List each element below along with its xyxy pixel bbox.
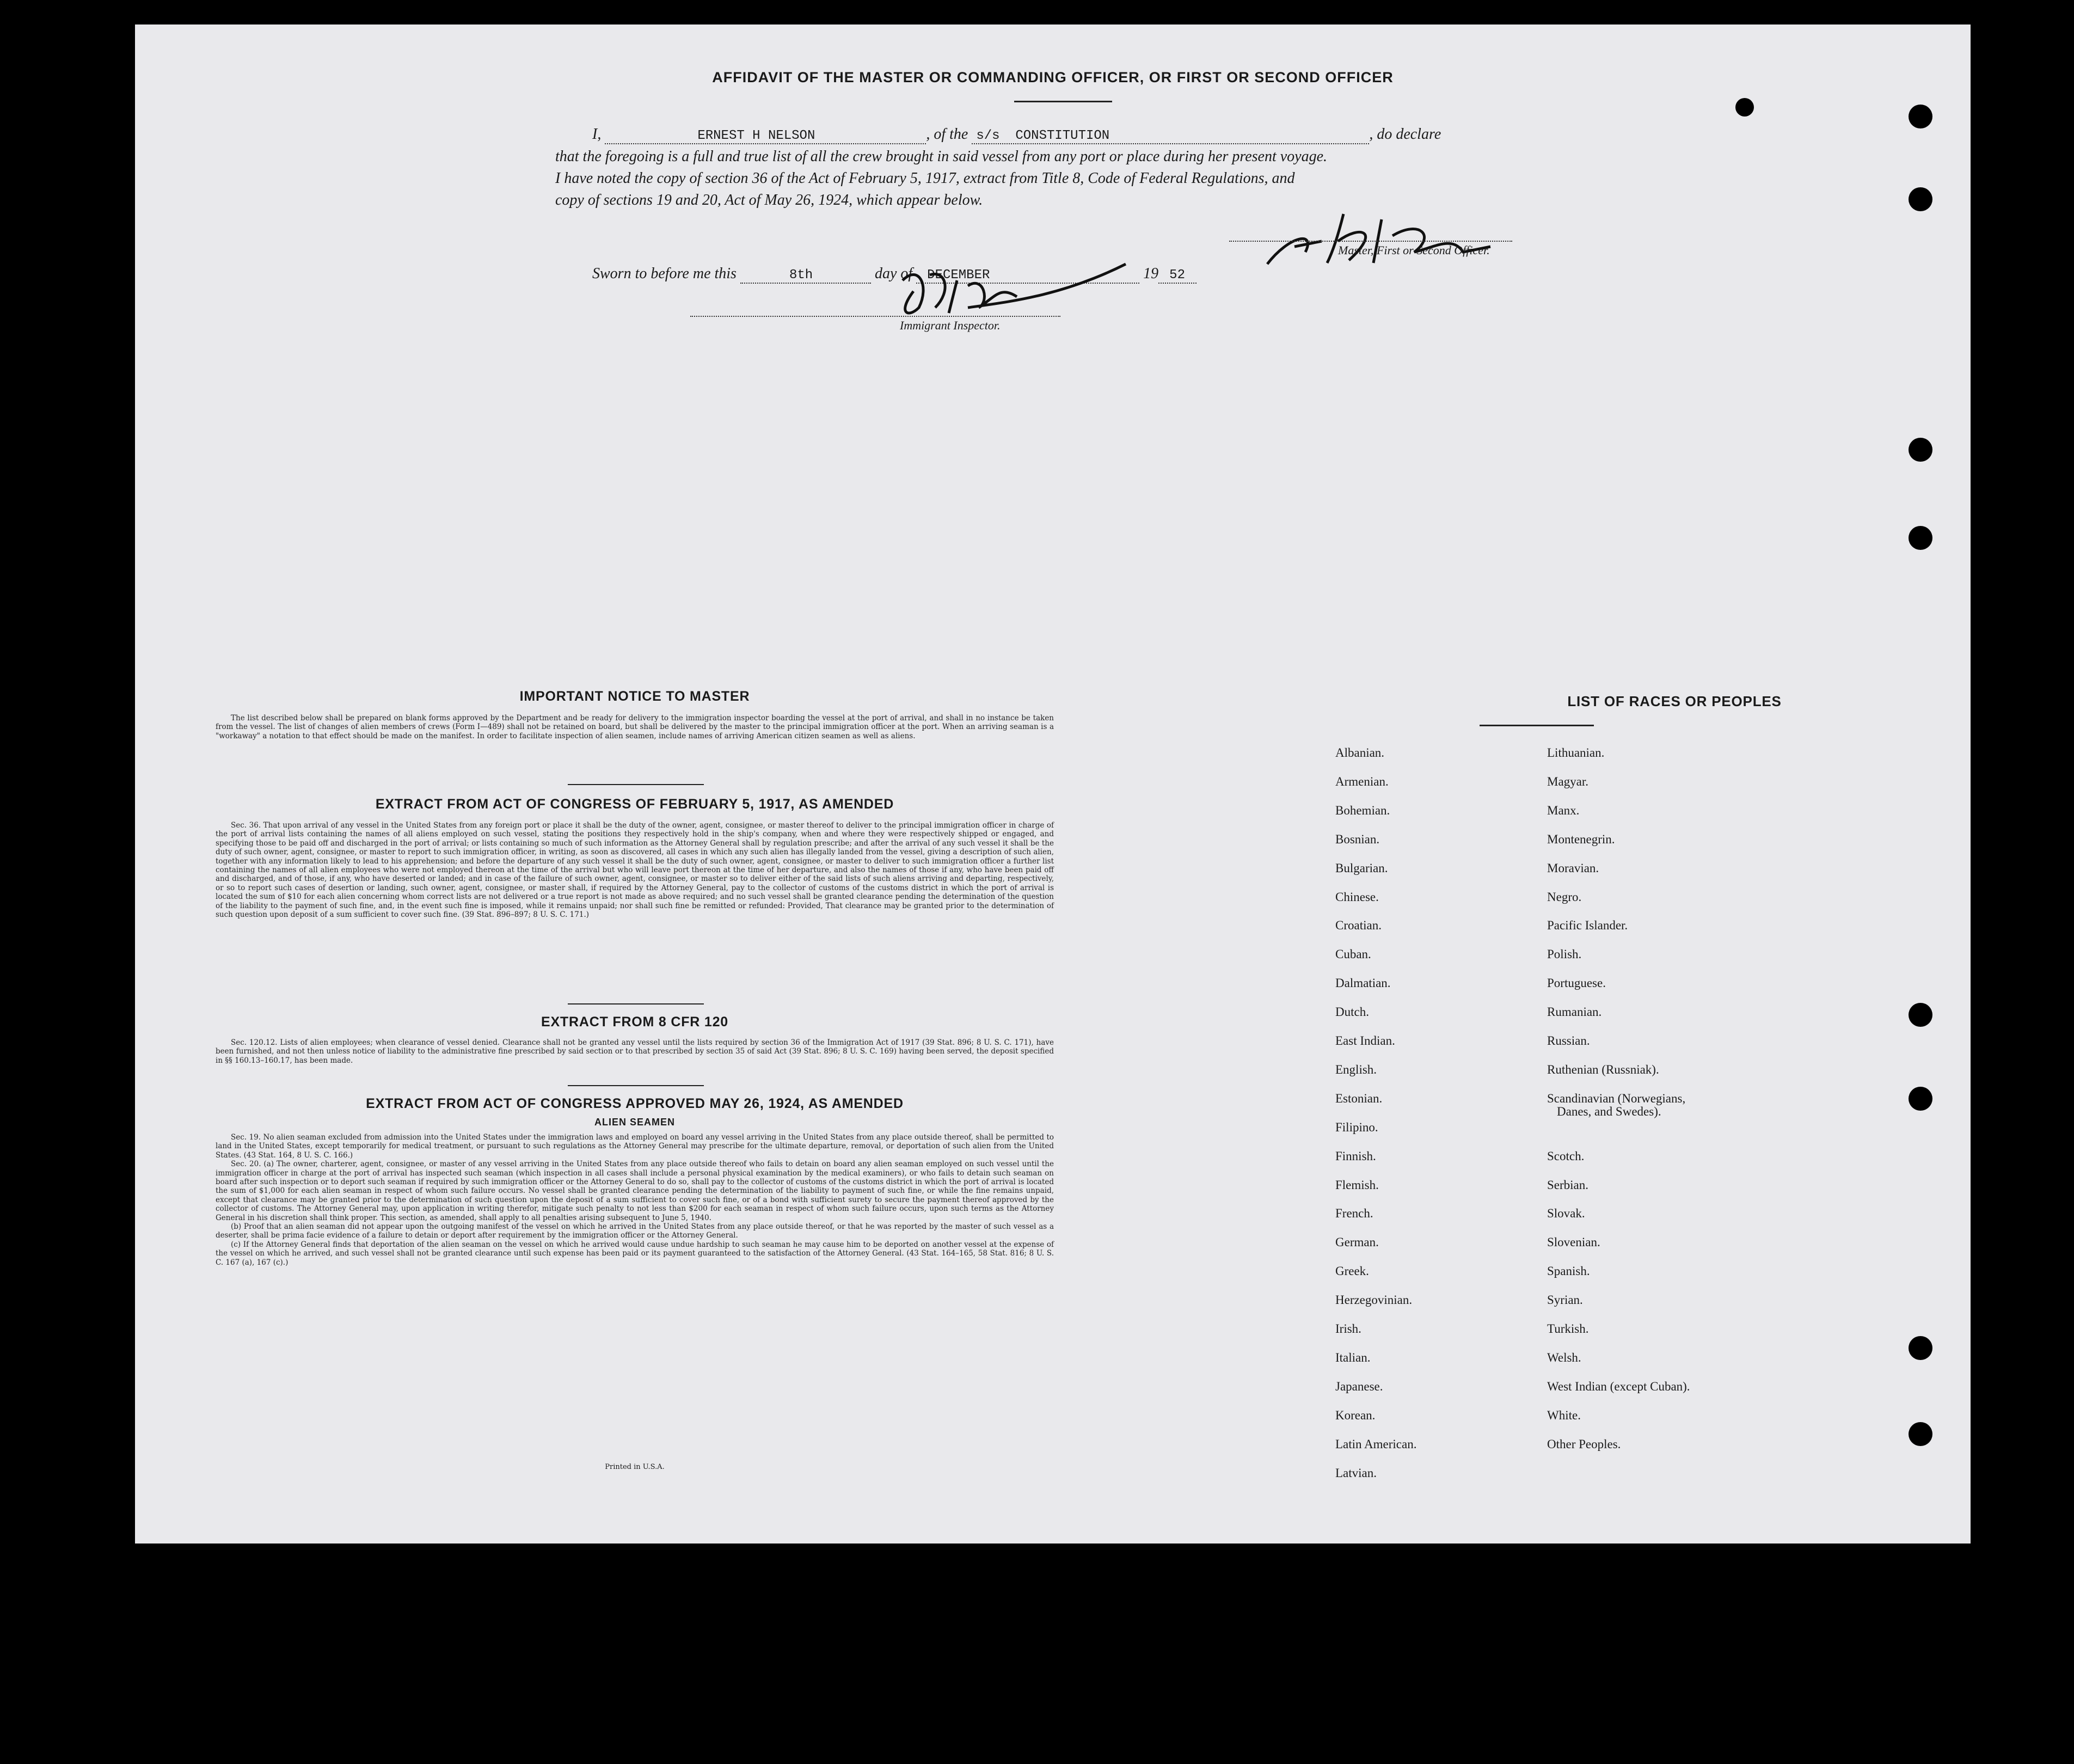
race-item: Magyar. bbox=[1547, 774, 1589, 788]
notice-title: IMPORTANT NOTICE TO MASTER bbox=[519, 689, 750, 704]
sworn-year-field: 52 bbox=[1158, 268, 1196, 284]
race-item: West Indian (except Cuban). bbox=[1547, 1379, 1690, 1393]
race-item: Lithuanian. bbox=[1547, 746, 1605, 759]
punch-hole bbox=[1735, 98, 1754, 117]
affidavit-line2: that the foregoing is a full and true list of all the crew brought in said vessel from any port or place during her present voyage. bbox=[555, 148, 1328, 165]
race-item: Latin American. bbox=[1335, 1437, 1417, 1451]
race-item: Albanian. bbox=[1335, 746, 1385, 759]
inspector-signature-line bbox=[690, 316, 1060, 317]
race-item: Latvian. bbox=[1335, 1466, 1377, 1480]
race-item: Flemish. bbox=[1335, 1178, 1379, 1192]
affidavit-line4: copy of sections 19 and 20, Act of May 26, 1924, which appear below. bbox=[555, 192, 983, 209]
race-item: Ruthenian (Russniak). bbox=[1547, 1062, 1659, 1076]
race-item: Bohemian. bbox=[1335, 803, 1390, 817]
race-item: White. bbox=[1547, 1408, 1581, 1422]
punch-hole bbox=[1909, 438, 1932, 462]
alien-seamen-subtitle: ALIEN SEAMEN bbox=[594, 1117, 675, 1128]
race-item: Other Peoples. bbox=[1547, 1437, 1621, 1451]
race-item: Filipino. bbox=[1335, 1120, 1378, 1134]
master-title: Master, First or Second Officer. bbox=[1338, 243, 1490, 257]
affidavit-line1: I, ERNEST H NELSON , of the s/s CONSTITUTION , do declare bbox=[592, 126, 1441, 143]
races-title: LIST OF RACES OR PEOPLES bbox=[1567, 693, 1782, 709]
master-signature bbox=[1256, 203, 1507, 274]
vessel-field: s/s CONSTITUTION bbox=[972, 128, 1369, 144]
race-item: Montenegrin. bbox=[1547, 832, 1615, 846]
inspector-signature bbox=[854, 242, 1158, 324]
race-item: Serbian. bbox=[1547, 1178, 1589, 1192]
race-item: German. bbox=[1335, 1235, 1379, 1250]
race-item: Portuguese. bbox=[1547, 976, 1606, 990]
punch-hole bbox=[1909, 1087, 1932, 1111]
race-item: Scotch. bbox=[1547, 1149, 1585, 1163]
extract-1917-text: Sec. 36. That upon arrival of any vessel in the United States from any foreign port or place it shall be the duty of the owner, agent, consignee, or master thereof to deliver to the principal immigration officer in charge of the port of arrival lists containing the names of all aliens employed on such vessel, stating the positions they respectively hold in the ship's company, when and where they were respectively shipped or engaged, and specifying those to be paid off and discharged in the port of arrival; or lists containing so much of such information as the Attorney General shall by regulation prescribe; and after the arrival of any such vessel it shall be the duty of such owner, agent, consignee, or master to report to such immigration officer, in writing, as soon as discovered, all cases in which any such alien has illegally landed from the vessel, giving a description of such alien, together with any information likely to lead to his apprehension; and before the departure of any such vessel it shall be the duty of such owner, agent, consignee, or master to deliver to such immigration officer a further list containing the names of all alien employees who were not employed thereon at the time of the arrival but who will leave port thereon at the time of her departure, and also the names of those if any, who have been paid off and discharged, and of those, if any, who have deserted or landed; and in case of the failure of such owner, agent, consignee, or master so to deliver either of the said lists of such aliens arriving and departing, respectively, or so to report such cases of desertion or landing, such owner, agent, consignee, or master shall, if required by the Attorney General, pay to the collector of customs of the customs district in which the port of arrival is located the sum of $10 for each alien concerning whom correct lists are not delivered or a true report is not made as above required; and no such vessel shall be granted clearance pending the determination of the question of the liability to the payment of such fine, and, in the event such fine is imposed, while it remains unpaid; nor shall such fine be remitted or refunded: Provided, That clearance may be granted prior to the determination of such question upon deposit of a sum sufficient to cover such fine. (39 Stat. 896–897; 8 U. S. C. 171.) bbox=[216, 821, 1054, 920]
inspector-title: Immigrant Inspector. bbox=[900, 318, 1001, 332]
race-item: Turkish. bbox=[1547, 1322, 1589, 1336]
race-item: Syrian. bbox=[1547, 1293, 1583, 1307]
extract-1924-title: EXTRACT FROM ACT OF CONGRESS APPROVED MAY 26, 1924, AS AMENDED bbox=[366, 1096, 904, 1111]
sworn-month-field: DECEMBER bbox=[916, 268, 1139, 284]
extract-1917-title: EXTRACT FROM ACT OF CONGRESS OF FEBRUARY 5, 1917, AS AMENDED bbox=[375, 797, 894, 812]
punch-hole bbox=[1909, 1422, 1932, 1446]
sworn-line: Sworn to before me this 8th day of DECEMBER 19 52 bbox=[592, 265, 1196, 284]
extract-cfr-rule bbox=[568, 1085, 704, 1086]
race-item: Estonian. bbox=[1335, 1091, 1383, 1105]
race-item: Pacific Islander. bbox=[1547, 918, 1628, 933]
extract-1917-rule bbox=[568, 1003, 704, 1004]
extract-cfr-title: EXTRACT FROM 8 CFR 120 bbox=[541, 1014, 729, 1030]
race-item: French. bbox=[1335, 1206, 1373, 1221]
race-item: Bosnian. bbox=[1335, 832, 1380, 846]
extract-1924-text: Sec. 19. No alien seaman excluded from admission into the United States under the immigration laws and employed on board any vessel arriving in the United States from any place outside thereof, shall be permitted to land in the United States, except temporarily for medical treatment, or pursuant to such regulations as the Attorney General may prescribe for the ultimate departure, removal, or deportation of such alien from the United States. (43 Stat. 164, 8 U. S. C. 166.) Sec. 20. (a) The owner, charterer, agent, consignee, or master of any vessel arriving in the United States from any place outside thereof who fails to detain on board any alien seaman employed on such vessel until the immigration officer in charge at the port of arrival has inspected such seaman (which inspection in all cases shall include a personal physical examination by the medical examiners), or who fails to detain such seaman on board after such inspection or to deport such seaman if required by such immigration officer or the Attorney General to do so, shall pay to the collector of customs of the customs district in which the port of arrival is located the sum of $1,000 for each alien seaman in respect of whom such failure occurs. No vessel shall be granted clearance pending the determination of the liability to payment of such fine, or while the fine remains unpaid, except that clearance may be granted prior to the determination of such question upon the deposit of a sum sufficient to cover such fine, or of a bond with sufficient surety to secure the payment thereof approved by the collector of customs. The Attorney General may, upon application in writing therefor, mitigate such penalty to not less than $200 for each seaman in respect of whom such failure occurs, upon such terms as the Attorney General in his discretion shall think proper. This section, as amended, shall apply to all penalties arising subsequent to June 5, 1940. (b) Proof that an alien seaman did not appear upon the outgoing manifest of the vessel on which he arrived in the United States from any place outside thereof, or that he was reported by the master of such vessel as a deserter, shall be prima facie evidence of a failure to detain or deport after requirement by the immigration officer or the Attorney General. (c) If the Attorney General finds that deportation of the alien seaman on the vessel on which he arrived would cause undue hardship to such seaman he may cause him to be deported on another vessel at the expense of the vessel on which he arrived, and such vessel shall not be granted clearance until such expense has been paid or its payment guaranteed to the satisfaction of the Attorney General. (43 Stat. 164–165, 58 Stat. 816; 8 U. S. C. 167 (a), 167 (c).) bbox=[216, 1133, 1054, 1267]
race-item: Korean. bbox=[1335, 1408, 1376, 1422]
race-item: Slovak. bbox=[1547, 1206, 1585, 1221]
punch-hole bbox=[1909, 105, 1932, 128]
notice-rule bbox=[568, 784, 704, 785]
punch-hole bbox=[1909, 526, 1932, 550]
punch-hole bbox=[1909, 1003, 1932, 1027]
race-item: Italian. bbox=[1335, 1350, 1371, 1364]
race-item: Negro. bbox=[1547, 890, 1582, 904]
notice-text: The list described below shall be prepared on blank forms approved by the Department and be ready for delivery to the immigration inspector boarding the vessel at the port of arrival, and shall in no instance be taken from the vessel. The list of changes of alien members of crews (Form I—489) shall not be retained on board, but shall be delivered by the master to the principal immigration officer at the port. When an arriving seaman is a "workaway" a notation to that effect should be made on the manifest. In order to facilitate inspection of alien seamen, include names of arriving American citizen seamen as well as aliens. bbox=[216, 714, 1054, 740]
race-item: Slovenian. bbox=[1547, 1235, 1600, 1250]
race-item: Finnish. bbox=[1335, 1149, 1376, 1163]
affidavit-line3: I have noted the copy of section 36 of the Act of February 5, 1917, extract from Title 8, Code of Federal Regulations, and bbox=[555, 170, 1295, 187]
race-item: Manx. bbox=[1547, 803, 1580, 817]
race-item: Rumanian. bbox=[1547, 1005, 1602, 1019]
race-item: Armenian. bbox=[1335, 774, 1389, 788]
affidavit-title: AFFIDAVIT OF THE MASTER OR COMMANDING OFFICER, OR FIRST OR SECOND OFFICER bbox=[712, 69, 1394, 85]
race-item: Scandinavian (Norwegians, bbox=[1547, 1091, 1686, 1105]
printed-in-usa: Printed in U.S.A. bbox=[605, 1463, 665, 1471]
race-item: Dalmatian. bbox=[1335, 976, 1391, 990]
sworn-day-field: 8th bbox=[740, 268, 871, 284]
race-item: Russian. bbox=[1547, 1034, 1590, 1048]
title-rule bbox=[1014, 101, 1112, 102]
race-item: Herzegovinian. bbox=[1335, 1293, 1413, 1307]
punch-hole bbox=[1909, 187, 1932, 211]
race-scandinavian-continued: Danes, and Swedes). bbox=[1557, 1105, 1661, 1118]
master-name-field: ERNEST H NELSON bbox=[605, 128, 926, 144]
race-item: Croatian. bbox=[1335, 918, 1382, 933]
race-item: Dutch. bbox=[1335, 1005, 1369, 1019]
race-item: Welsh. bbox=[1547, 1350, 1581, 1364]
race-item: English. bbox=[1335, 1062, 1377, 1076]
punch-hole bbox=[1909, 1336, 1932, 1360]
race-item: Spanish. bbox=[1547, 1264, 1590, 1278]
race-item: Greek. bbox=[1335, 1264, 1369, 1278]
race-item: Cuban. bbox=[1335, 947, 1371, 961]
race-item: Chinese. bbox=[1335, 890, 1379, 904]
race-item: Bulgarian. bbox=[1335, 861, 1388, 875]
master-signature-line bbox=[1229, 241, 1512, 242]
race-item: Moravian. bbox=[1547, 861, 1599, 875]
race-item: Japanese. bbox=[1335, 1379, 1383, 1393]
race-item: East Indian. bbox=[1335, 1034, 1395, 1048]
document-page bbox=[135, 24, 1971, 1543]
races-rule bbox=[1480, 725, 1594, 726]
extract-cfr-text: Sec. 120.12. Lists of alien employees; when clearance of vessel denied. Clearance shall not be granted any vessel until the lists required by section 36 of the Immigration Act of 1917 (39 Stat. 896; 8 U. S. C. 171), have been furnished, and not then unless notice of liability to the administrative fine prescribed by said section or to that prescribed by section 35 of said Act (39 Stat. 896; 8 U. S. C. 169) having been served, the deposit specified in §§ 160.13–160.17, has been made. bbox=[216, 1038, 1054, 1065]
race-item: Irish. bbox=[1335, 1322, 1361, 1336]
race-item: Polish. bbox=[1547, 947, 1582, 961]
